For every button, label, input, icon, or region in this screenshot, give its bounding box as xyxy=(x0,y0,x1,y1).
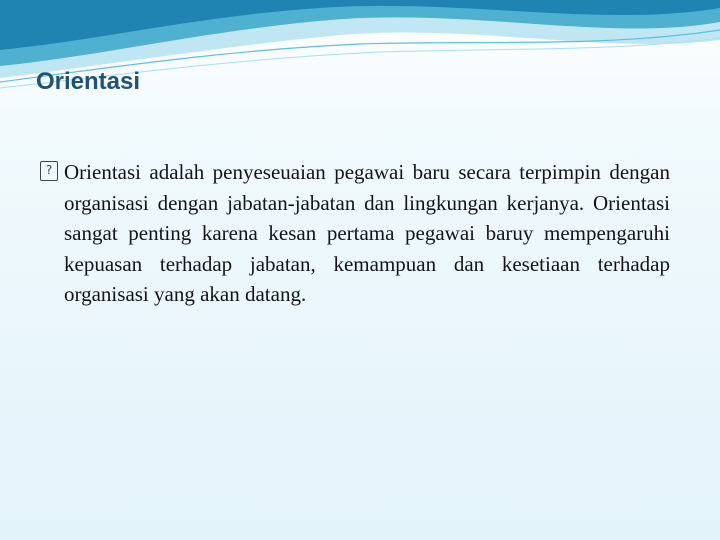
body-paragraph xyxy=(40,157,670,310)
slide-title: Orientasi xyxy=(36,68,141,95)
bullet-icon: ? xyxy=(40,161,58,181)
body-text: Orientasi adalah penyeseuaian pegawai baru secara terpimpin dengan organisasi dengan jabatan-jabatan dan lingkungan kerjanya. Orientasi sangat penting karena kesan pertama pegawai baruy mempengaruhi kepuasan terhadap jabatan, kemampuan dan kesetiaan terhadap organisasi yang akan datang. xyxy=(64,160,670,306)
